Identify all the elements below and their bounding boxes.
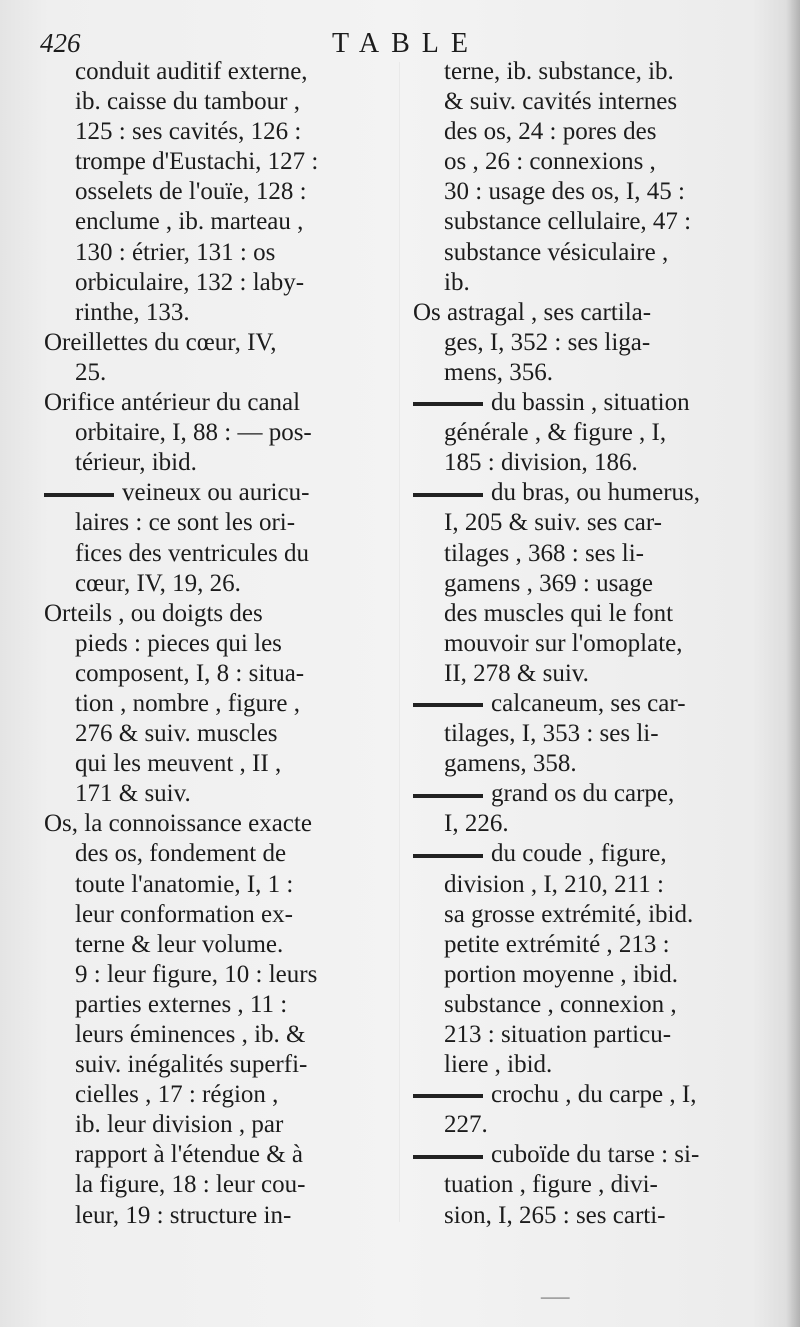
index-line-text: substance , connexion , [444, 990, 677, 1018]
index-line-text: leur conformation ex- [75, 900, 293, 928]
index-line [413, 207, 765, 237]
index-line [413, 508, 765, 538]
index-line-text: Orifice antérieur du canal [44, 389, 301, 417]
index-line [44, 839, 386, 869]
index-line-text: mouvoir sur l'omoplate, [444, 629, 683, 657]
index-line-text: tilages, I, 353 : ses li- [444, 720, 659, 748]
index-line-text: osselets de l'ouïe, 128 : [75, 178, 307, 206]
index-line-text: II, 278 & suiv. [444, 659, 589, 687]
page-edge-shadow [786, 0, 800, 1327]
index-line [413, 1110, 765, 1140]
index-line-text: 125 : ses cavités, 126 : [75, 118, 302, 146]
index-line-text: grand os du carpe, [491, 780, 675, 808]
index-line [44, 960, 386, 990]
index-line-text: gamens, 358. [444, 750, 577, 778]
index-line [44, 1201, 386, 1231]
index-line [44, 870, 386, 900]
index-line-text: Os astragal , ses cartila- [413, 298, 652, 326]
index-line [44, 1050, 386, 1080]
index-line-text: liere , ibid. [444, 1051, 553, 1079]
index-line [44, 1140, 386, 1170]
index-line-text: ib. caisse du tambour , [75, 88, 300, 116]
index-line-text: trompe d'Eustachi, 127 : [75, 148, 319, 176]
index-line [413, 539, 765, 569]
index-line [44, 358, 386, 388]
index-line-text: des muscles qui le font [444, 599, 674, 627]
index-line-text: cielles , 17 : région , [75, 1081, 279, 1109]
index-line-text: suiv. inégalités superfi- [75, 1051, 308, 1079]
index-line [413, 1140, 765, 1170]
repeat-dash [413, 854, 483, 858]
index-line [413, 599, 765, 629]
index-line [413, 659, 765, 689]
index-line-text: cœur, IV, 19, 26. [75, 569, 241, 597]
index-line [44, 448, 386, 478]
index-line-text: 276 & suiv. muscles [75, 720, 278, 748]
index-line [413, 418, 765, 448]
index-line [44, 207, 386, 237]
index-line [413, 569, 765, 599]
index-line [44, 719, 386, 749]
index-line-text: I, 205 & suiv. ses car- [444, 509, 662, 537]
index-line [44, 1110, 386, 1140]
index-line-text: laires : ce sont les ori- [75, 509, 296, 537]
index-line [44, 268, 386, 298]
index-line-text: 130 : étrier, 131 : os [75, 238, 276, 266]
index-line-text: leurs éminences , ib. & [75, 1021, 306, 1048]
index-line [44, 508, 386, 538]
index-line [44, 749, 386, 779]
index-line-text: composent, I, 8 : situa- [75, 659, 305, 687]
index-line-text: portion moyenne , ibid. [444, 960, 678, 988]
index-line [413, 238, 765, 268]
index-line-text: terne & leur volume. [75, 930, 284, 958]
index-line-text: tilages , 368 : ses li- [444, 539, 644, 567]
index-line-text: division , I, 210, 211 : [444, 870, 664, 898]
index-line-text: mens, 356. [444, 358, 554, 386]
index-line-text: os , 26 : connexions , [444, 148, 656, 176]
index-line-text: générale , & figure , I, [444, 419, 667, 447]
repeat-dash [413, 1155, 483, 1159]
running-title: TABLE [332, 28, 480, 59]
index-line [413, 960, 765, 990]
index-line-text: des os, fondement de [75, 840, 287, 868]
index-line [413, 629, 765, 659]
index-line [44, 388, 386, 418]
index-line-text: fices des ventricules du [75, 539, 309, 567]
index-line [413, 1020, 765, 1050]
index-line [44, 147, 386, 177]
index-line-text: la figure, 18 : leur cou- [75, 1171, 306, 1199]
index-line-text: Os, la connoissance exacte [44, 810, 312, 838]
index-line [413, 689, 765, 719]
index-line-text: toute l'anatomie, I, 1 : [75, 870, 294, 898]
column-gutter [399, 62, 400, 1222]
footer-mark: ⸺ [540, 1287, 571, 1308]
index-column-left [44, 57, 386, 1231]
index-line-text: parties externes , 11 : [75, 990, 288, 1018]
repeat-dash [413, 1094, 483, 1098]
index-line [44, 900, 386, 930]
index-line-text: ib. leur division , par [75, 1111, 284, 1139]
index-line-text: I, 226. [444, 810, 509, 838]
repeat-dash [44, 493, 114, 497]
index-line [44, 87, 386, 117]
index-line [44, 689, 386, 719]
index-line-text: & suiv. cavités internes [444, 88, 678, 116]
index-line [44, 990, 386, 1020]
index-line [413, 358, 765, 388]
index-line [44, 1170, 386, 1200]
index-line-text: cuboïde du tarse : si- [491, 1141, 700, 1169]
index-line [413, 809, 765, 839]
index-line [413, 900, 765, 930]
index-line-text: substance cellulaire, 47 : [444, 208, 692, 236]
index-line-text: térieur, ibid. [75, 449, 197, 477]
index-line-text: veineux ou auricu- [122, 479, 310, 507]
index-line-text: 25. [75, 358, 107, 386]
index-line [44, 599, 386, 629]
index-line [44, 659, 386, 689]
index-line-text: orbiculaire, 132 : laby- [75, 268, 305, 296]
index-line [44, 117, 386, 147]
index-line [413, 328, 765, 358]
index-line-text: des os, 24 : pores des [444, 118, 657, 146]
index-line [44, 809, 386, 839]
repeat-dash [413, 794, 483, 798]
index-line-text: 9 : leur figure, 10 : leurs [75, 960, 318, 988]
index-line [44, 569, 386, 599]
index-line [44, 57, 386, 87]
index-line-text: tion , nombre , figure , [75, 689, 300, 717]
index-line-text: sion, I, 265 : ses carti- [444, 1201, 666, 1229]
index-line [413, 719, 765, 749]
index-line-text: du bassin , situation [491, 389, 690, 417]
index-line-text: rapport à l'étendue & à [75, 1141, 304, 1169]
index-line [413, 779, 765, 809]
index-line-text: Orteils , ou doigts des [44, 599, 263, 627]
index-line-text: calcaneum, ses car- [491, 689, 686, 717]
index-line [44, 539, 386, 569]
index-line-text: gamens , 369 : usage [444, 569, 653, 597]
index-line [44, 1020, 386, 1050]
index-line [44, 478, 386, 508]
index-line-text: 30 : usage des os, I, 45 : [444, 178, 685, 206]
index-line-text: rinthe, 133. [75, 298, 190, 326]
index-line-text: substance vésiculaire , [444, 238, 669, 266]
index-line-text: 185 : division, 186. [444, 449, 638, 477]
repeat-dash [413, 703, 483, 707]
index-line [413, 1170, 765, 1200]
index-line [413, 177, 765, 207]
index-line-text: conduit auditif externe, [75, 58, 308, 85]
index-line-text: ges, I, 352 : ses liga- [444, 328, 651, 356]
index-line-text: terne, ib. substance, ib. [444, 58, 674, 85]
index-line-text: 227. [444, 1111, 488, 1139]
index-line [413, 147, 765, 177]
index-line [413, 57, 765, 87]
index-line-text: tuation , figure , divi- [444, 1171, 658, 1199]
index-column-right [413, 57, 765, 1231]
index-line [413, 749, 765, 779]
index-line-text: enclume , ib. marteau , [75, 208, 304, 236]
index-line [413, 1050, 765, 1080]
index-line [413, 268, 765, 298]
index-line [413, 990, 765, 1020]
index-line [413, 839, 765, 869]
index-line-text: du coude , figure, [491, 840, 667, 868]
index-line [413, 448, 765, 478]
index-line [413, 1201, 765, 1231]
index-line-text: Oreillettes du cœur, IV, [44, 328, 277, 356]
index-line [44, 930, 386, 960]
index-line [44, 177, 386, 207]
index-line [413, 87, 765, 117]
index-line [413, 478, 765, 508]
repeat-dash [413, 493, 483, 497]
index-line-text: sa grosse extrémité, ibid. [444, 900, 694, 928]
index-line-text: leur, 19 : structure in- [75, 1201, 292, 1229]
index-line [44, 298, 386, 328]
index-line-text: qui les meuvent , II , [75, 750, 282, 778]
index-line-text: 213 : situation particu- [444, 1021, 672, 1048]
index-line-text: du bras, ou humerus, [491, 479, 700, 507]
index-line-text: pieds : pieces qui les [75, 629, 282, 657]
index-line-text: 171 & suiv. [75, 780, 191, 808]
index-line-text: orbitaire, I, 88 : — pos- [75, 419, 312, 447]
index-line [413, 1080, 765, 1110]
index-line-text: ib. [444, 268, 470, 296]
index-line-text: petite extrémité , 213 : [444, 930, 670, 958]
index-line-text: crochu , du carpe , I, [491, 1081, 697, 1109]
index-line [44, 418, 386, 448]
index-line [44, 1080, 386, 1110]
index-line [413, 388, 765, 418]
index-line [44, 328, 386, 358]
index-line [44, 629, 386, 659]
page-number: 426 [40, 28, 81, 58]
index-line [413, 298, 765, 328]
index-line [44, 238, 386, 268]
index-line [413, 870, 765, 900]
repeat-dash [413, 402, 483, 406]
index-line [413, 117, 765, 147]
index-line [413, 930, 765, 960]
index-line [44, 779, 386, 809]
